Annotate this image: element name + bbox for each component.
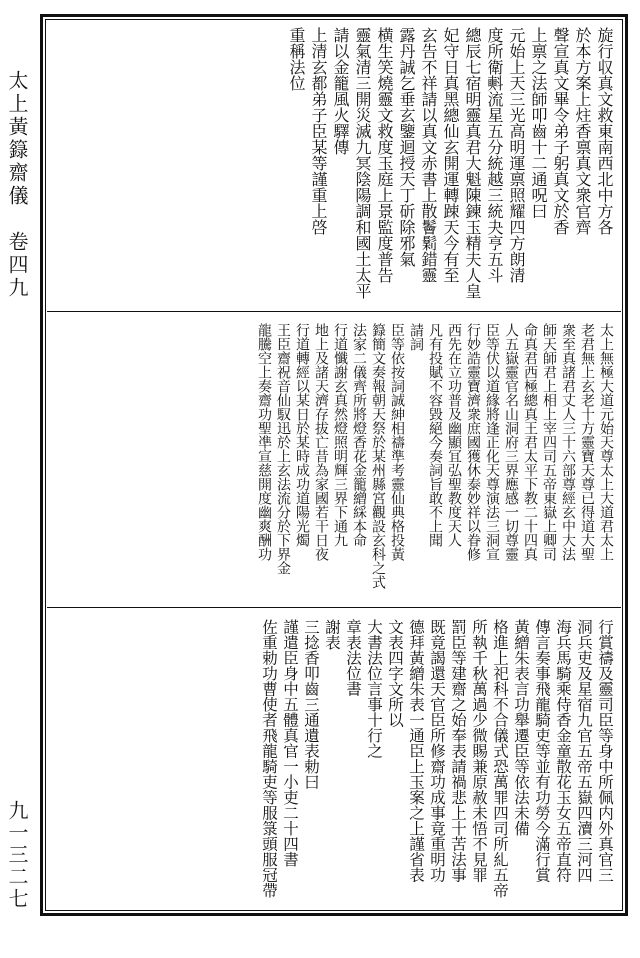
text-column: 籙簡文奏報朝天祭於某州縣宮觀設玄科之式 [370, 323, 386, 589]
text-column: 謝表 [323, 619, 341, 650]
text-column: 所執千秋萬過少微賜兼原赦未悟不見罪 [470, 619, 488, 883]
text-column: 於本方案上炷香禀真文衆官齊 [573, 27, 592, 235]
text-column: 行妙誥靈寶濟衆庶國獲休泰妙祥以眷修 [465, 323, 481, 561]
text-column: 元始上天三光高明運禀照耀四方朗清 [507, 27, 526, 283]
text-column: 格進上祀科不合儀式恐萬罪四司所糺五帝 [491, 619, 509, 898]
text-column: 洞兵吏及星宿九官五帝五嶽四瀆三河四 [575, 619, 593, 883]
text-column: 上禀之法師叩齒十二通呪曰 [529, 27, 548, 219]
text-column: 法家二儀齊所將燈香花金籠繒綵本命 [351, 323, 367, 547]
text-column: 臣等依按詞誠紳相禱準考靈仙典格投黃 [389, 323, 405, 561]
text-column: 既竟謁還天官臣所修齋功成事竟重明功 [428, 619, 446, 883]
text-column: 老君無上玄老十方靈寶天尊已得道大聖 [579, 323, 595, 561]
panel-divider [47, 311, 621, 312]
panel-divider [47, 607, 621, 608]
panel-top [47, 21, 621, 307]
text-column: 行賞禱及靈司臣等身中所佩内外真官三 [596, 619, 614, 883]
text-column: 人五嶽靈官名山洞府三界應感一切尊靈 [503, 323, 519, 561]
text-column: 地上及諸天濟存拔亡昔為家國若干日夜 [313, 323, 329, 561]
text-column: 玄告不祥請以真文赤書上散鬠鬁錯靈 [419, 27, 438, 283]
text-column: 罰臣等建齋之始奉表請禍悲上十苦法事 [449, 619, 467, 883]
text-column: 凡有投賦不容毀絕今奏詞旨敢不上聞 [427, 323, 443, 547]
text-column: 行道轉經以某日於某時成功道陽光燭 [294, 323, 310, 547]
text-column: 文表四字文所以 [386, 619, 404, 728]
text-column: 上清玄都弟子臣某等謹重上啓 [309, 27, 328, 235]
panel-bottom [47, 613, 621, 911]
text-column: 章表法位書 [344, 619, 362, 697]
text-column: 靈氣清三開災滅九冥陰陽調和國土太平 [353, 27, 372, 299]
text-column: 度所衛㪺流星五分統越三統夬亨五斗 [485, 27, 504, 283]
text-column: 妃守日真黑總仙玄開運轉踈天今有至 [441, 27, 460, 283]
page-frame [40, 14, 628, 916]
text-column: 佐重勅功曹使者飛龍騎吏等服箓頭服冠帶 [260, 619, 278, 898]
text-column: 大書法位言事十行之 [365, 619, 383, 759]
text-column: 請以金籠風火驛傳 [331, 27, 350, 155]
text-column: 横生笑燒靈文救度玉庭上景監度普告 [375, 27, 394, 283]
text-column: 黃繒朱表言功舉遷臣等依法未備 [512, 619, 530, 836]
text-column: 總辰七宿明靈真君大魁陳鍊玉精夫人皇 [463, 27, 482, 299]
text-column: 龍騰空上奏齋功聖凖宣慈開度幽爽酬功 [256, 323, 272, 561]
text-column: 重稱法位 [287, 27, 306, 91]
panel-middle [47, 317, 621, 603]
page-number: 九一三二七 [5, 800, 29, 910]
text-column: 王臣齋祝音仙馭迅於上玄法流分於下界金 [275, 323, 291, 575]
text-column: 海兵馬騎乘侍香金童散花玉女五帝直符 [554, 619, 572, 883]
text-column: 德拜黃繒朱表一通臣上玉案之上謹省表 [407, 619, 425, 883]
text-column: 露丹誠乞垂玄鑒迴授天丁斫除邪氣 [397, 27, 416, 267]
text-column: 西先在立功普及幽顯冝弘聖教度天人 [446, 323, 462, 547]
book-title: 太上黃籙齋儀 卷四九 [5, 70, 29, 300]
text-column: 師天師君上相上宰四司五帝東嶽上卿司 [541, 323, 557, 561]
text-column: 臣等伏以道緣將逢正化天尊演法三洞宣 [484, 323, 500, 561]
text-column: 旋行収真文救東南西北中方各 [595, 27, 614, 235]
text-column: 傳言奏事飛龍騎吏等並有功勞今滿行賞 [533, 619, 551, 883]
text-column: 謹遣臣身中五體真官一小吏二十四書 [281, 619, 299, 867]
text-column: 衆至真諸君丈人三十六部尊經玄中大法 [560, 323, 576, 561]
text-column: 行道懺謝玄真然燈照明輝三界下通九 [332, 323, 348, 547]
text-column: 太上無極大道元始天尊太上大道君太上 [598, 323, 614, 561]
text-column: 聲宣真文畢令弟子躬真文於香 [551, 27, 570, 235]
text-column: 三捻香叩齒三通遺表勅曰 [302, 619, 320, 790]
text-column: 命真君西極總真王君太平下教二十四真 [522, 323, 538, 561]
text-column: 請詞 [408, 323, 424, 351]
